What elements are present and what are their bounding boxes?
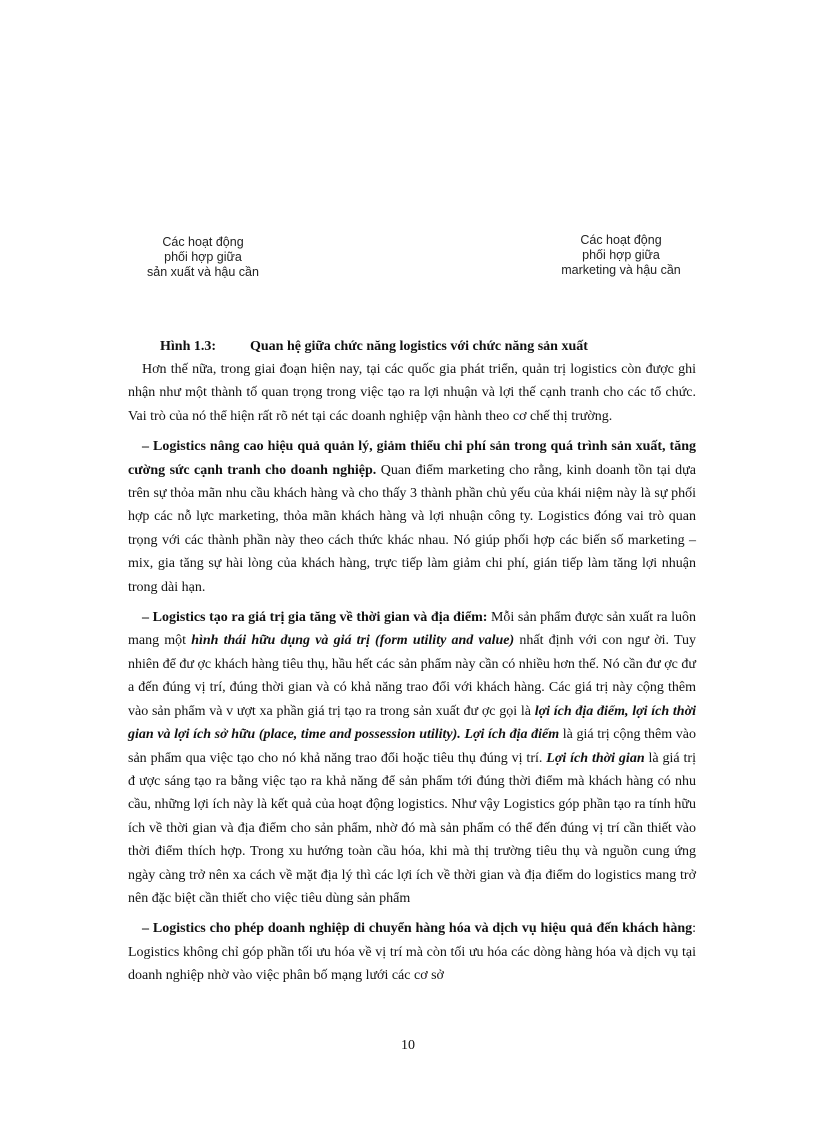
paragraph-lead: Logistics cho phép doanh nghiệp di chuyển hàng hóa và dịch vụ hiệu quả đến khách hàng [152, 921, 693, 937]
emphasis-term: Lợi ích địa điểm [464, 727, 560, 743]
figure-caption [160, 339, 588, 355]
paragraph-lead: Logistics tạo ra giá trị gia tăng về thời gian và địa điểm: [152, 610, 488, 626]
figure-label-marketing-logistics: Các hoạt động phối hợp giữa marketing và hậu cần [561, 233, 681, 277]
figure-number: Hình 1.3: [160, 339, 217, 354]
paragraph-intro: Hơn thế nữa, trong giai đoạn hiện nay, tại các quốc gia phát triển, quản trị logistics còn được ghi nhận như một thành tố quan trọng trong việc tạo ra lợi nhuận và lợi thế cạnh tranh cho các tổ chức. Vai trò của nó thể hiện rất rõ nét tại các doanh nghiệp vận hành theo cơ chế thị trường. [128, 362, 696, 424]
emphasis-term: hình thái hữu dụng và giá trị (form utility and value) [191, 633, 515, 649]
figure-caption-text: Quan hệ giữa chức năng logistics với chức năng sản xuất [250, 339, 588, 354]
emphasis-term: lợi ích địa điểm, lợi ích thời gian và lợi ích sở hữu (place, time and possession utility). [128, 703, 696, 743]
paragraph-value-added: – Logistics tạo ra giá trị gia tăng về thời gian và địa điểm: Mỗi sản phẩm được sản xuất ra luôn mang một hình thái hữu dụng và giá trị (form utility and value) nhất định với con ngư ời. Tuy nhiên để đư ợc khách hàng tiêu thụ, hầu hết các sản phẩm này cần có nhiều hơn thế. Nó cần đư ợc đư a đến đúng vị trí, đúng thời gian và có khả năng trao đổi với khách hàng. Các giá trị này cộng thêm vào sản phẩm và v ượt xa phần giá trị tạo ra trong sản xuất đư ợc gọi là lợi ích địa điểm, lợi ích thời gian và lợi ích sở hữu (place, time and possession utility). Lợi ích địa điểm là giá trị cộng thêm vào sản phẩm qua việc tạo cho nó khả năng trao đổi hoặc tiêu thụ đúng vị trí. Lợi ích thời gian là giá trị đ ược sáng tạo ra bằng việc tạo ra khả năng để sản phẩm tới đúng thời điểm mà khách hàng có nhu cầu, những lợi ích này là kết quả của hoạt động logistics. Như vậy Logistics góp phần tạo ra tính hữu ích về thời gian và địa điểm cho sản phẩm, nhờ đó mà sản phẩm có thể đến đúng vị trí cần thiết vào thời điểm thích hợp. Trong xu hướng toàn cầu hóa, khi mà thị trường tiêu thụ và nguồn cung ứng ngày càng trở nên xa cách về mặt địa lý thì các lợi ích về thời gian và địa điểm do logistics mang trở nên đặc biệt cần thiết cho việc tiêu dùng sản phẩm [128, 610, 697, 906]
paragraph-management-efficiency: – Logistics nâng cao hiệu quả quản lý, giảm thiểu chi phí sản trong quá trình sản xuất, tăng cường sức cạnh tranh cho doanh nghiệp. Quan điểm marketing cho rằng, kinh doanh tồn tại dựa trên sự thỏa mãn nhu cầu khách hàng và cho thấy 3 thành phần chủ yếu của khái niệm này là sự phối hợp các nỗ lực marketing, thỏa mãn khách hàng và lợi nhuận công ty. Logistics đóng vai trò quan trọng với các thành phần này theo cách thức khác nhau. Nó giúp phối hợp các biến số marketing –mix, gia tăng sự hài lòng của khách hàng, trực tiếp làm giảm chi phí, gián tiếp làm tăng lợi nhuận trong dài hạn. [128, 439, 696, 595]
paragraph-efficient-delivery: – Logistics cho phép doanh nghiệp di chuyển hàng hóa và dịch vụ hiệu quả đến khách hàng: Logistics không chỉ góp phần tối ưu hóa về vị trí mà còn tối ưu hóa các dòng hàng hóa và dịch vụ tại doanh nghiệp nhờ vào việc phân bố mạng lưới các cơ sở [128, 921, 697, 984]
page-number: 10 [401, 1038, 415, 1053]
body-text [128, 358, 696, 995]
figure-label-production-logistics: Các hoạt động phối hợp giữa sản xuất và hậu cần [147, 235, 259, 279]
paragraph-lead: Logistics nâng cao hiệu quả quản lý, giảm thiểu chi phí sản trong quá trình sản xuất, tăng cường sức cạnh tranh cho doanh nghiệp. [128, 439, 696, 478]
emphasis-term: Lợi ích thời gian [546, 750, 645, 766]
